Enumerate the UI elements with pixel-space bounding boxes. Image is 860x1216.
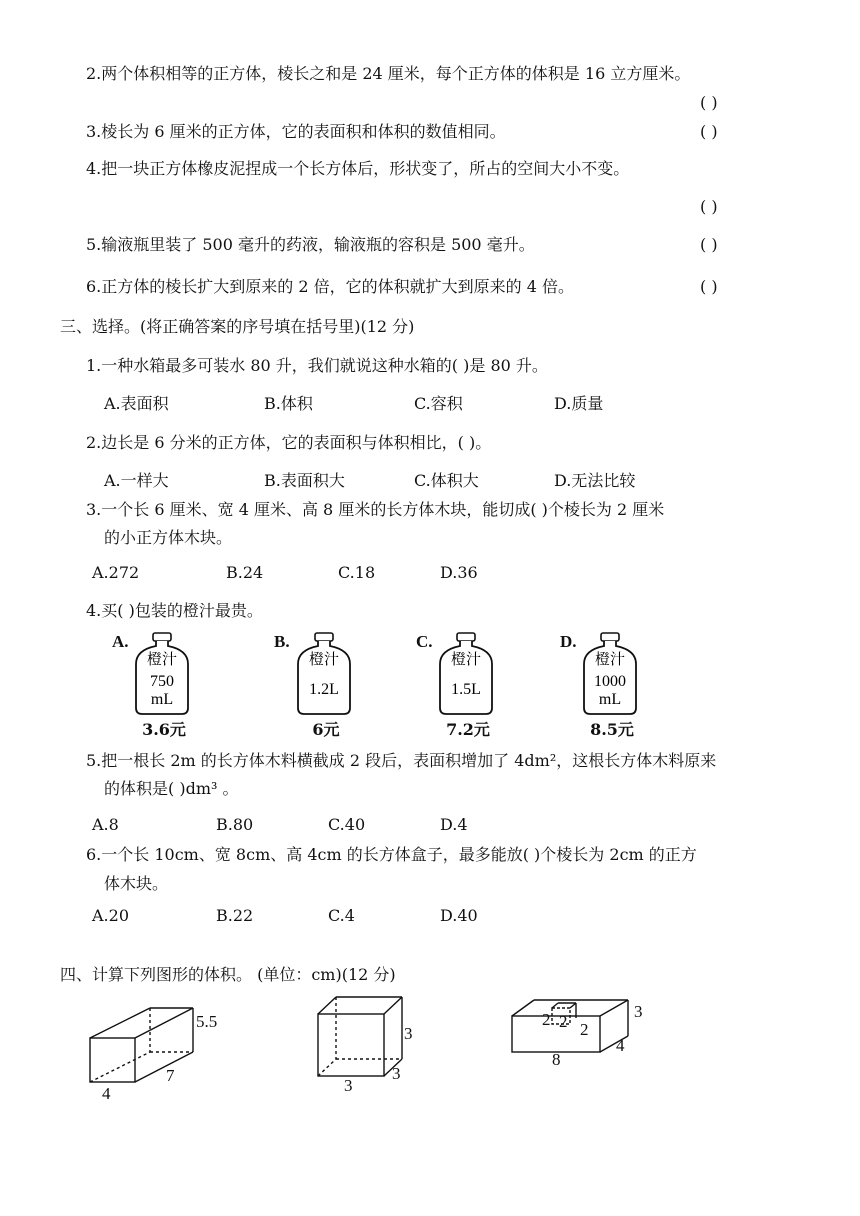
choice-q5-line1: 5.把一根长 2m 的长方体木料横截成 2 段后，表面积增加了 4dm²，这根长方体木料原来 [86, 751, 717, 770]
choice-q2-option-c[interactable]: C.体积大 [414, 471, 479, 490]
choice-q6-option-c[interactable]: C.4 [328, 906, 355, 925]
choice-q3-line2: 的小正方体木块。 [104, 528, 233, 547]
figure-cuboid-1 [80, 1000, 250, 1103]
judge-q6-answer[interactable]: ( ) [700, 277, 718, 296]
choice-q6-option-a[interactable]: A.20 [92, 906, 129, 925]
bottle-price: 7.2元 [446, 720, 490, 739]
fig3-length-label: 8 [552, 1050, 561, 1069]
fig3-cube-label-c: 2 [580, 1020, 589, 1039]
choice-q6-line1: 6.一个长 10cm、宽 8cm、高 4cm 的长方体盒子，最多能放( )个棱长为 2cm 的正方 [86, 845, 697, 864]
judge-q2-text: 2.两个体积相等的正方体，棱长之和是 24 厘米，每个正方体的体积是 16 立方厘米。 [86, 64, 691, 83]
judge-q2-answer[interactable]: ( ) [700, 93, 718, 112]
bottle-amount: 1000 [594, 673, 626, 690]
choice-q2-option-a[interactable]: A.一样大 [104, 471, 169, 490]
bottle-letter: B. [274, 632, 290, 651]
bottle-option-c[interactable] [416, 632, 536, 739]
bottle-label: 橙汁 [308, 650, 340, 668]
fig1-height-label: 5.5 [196, 1012, 218, 1031]
bottle-option-d[interactable] [560, 632, 680, 739]
choice-q3-option-c[interactable]: C.18 [338, 563, 376, 582]
bottle-unit: mL [598, 691, 622, 708]
bottle-amount: 1.5L [451, 681, 481, 698]
bottle-amount: 750 [150, 673, 174, 690]
judge-q5-answer[interactable]: ( ) [700, 235, 718, 254]
choice-q5-option-b[interactable]: B.80 [216, 815, 254, 834]
cuboid-with-hole-diagram [508, 994, 678, 1074]
choice-q6-option-b[interactable]: B.22 [216, 906, 254, 925]
judge-q4-text: 4.把一块正方体橡皮泥捏成一个长方体后，形状变了，所占的空间大小不变。 [86, 159, 630, 178]
fig2-length-label: 3 [344, 1076, 353, 1095]
bottle-label: 橙汁 [450, 650, 482, 668]
choice-q1-text: 1.一种水箱最多可装水 80 升，我们就说这种水箱的( )是 80 升。 [86, 356, 548, 375]
bottle-amount: 1.2L [309, 681, 339, 698]
fig3-cube-label-a: 2 [542, 1010, 551, 1029]
choice-q3-option-a[interactable]: A.272 [92, 563, 140, 582]
judge-q5-text: 5.输液瓶里装了 500 毫升的药液，输液瓶的容积是 500 毫升。 [86, 235, 535, 254]
choice-q5-option-c[interactable]: C.40 [328, 815, 366, 834]
bottle-label: 橙汁 [146, 650, 178, 668]
bottle-icon [580, 632, 640, 717]
choice-q6-option-d[interactable]: D.40 [440, 906, 478, 925]
choice-q1-option-b[interactable]: B.体积 [264, 394, 313, 413]
bottle-label: 橙汁 [594, 650, 626, 668]
choice-q1-option-a[interactable]: A.表面积 [104, 394, 169, 413]
choice-q3-option-b[interactable]: B.24 [226, 563, 264, 582]
figure-cube-2 [312, 992, 422, 1094]
fig2-height-label: 3 [404, 1024, 413, 1043]
choice-q2-option-b[interactable]: B.表面积大 [264, 471, 345, 490]
cuboid-diagram [80, 1000, 250, 1090]
fig3-width-label: 4 [616, 1036, 625, 1055]
figure-cuboid-3 [508, 994, 678, 1074]
bottle-letter: D. [560, 632, 577, 651]
choice-q5-option-a[interactable]: A.8 [92, 815, 119, 834]
choice-q2-option-d[interactable]: D.无法比较 [554, 471, 636, 490]
judge-q6-text: 6.正方体的棱长扩大到原来的 2 倍，它的体积就扩大到原来的 4 倍。 [86, 277, 574, 296]
bottle-price: 3.6元 [142, 720, 186, 739]
bottle-icon [132, 632, 192, 717]
fig3-cube-label-b: 2 [559, 1012, 568, 1031]
bottle-option-a[interactable] [112, 632, 232, 739]
bottle-letter: A. [112, 632, 129, 651]
choice-q6-line2: 体木块。 [104, 874, 169, 893]
bottle-option-b[interactable] [274, 632, 394, 739]
bottle-icon [294, 632, 354, 717]
judge-q3-text: 3.棱长为 6 厘米的正方体，它的表面积和体积的数值相同。 [86, 122, 506, 141]
choice-q3-option-d[interactable]: D.36 [440, 563, 478, 582]
choice-q1-option-d[interactable]: D.质量 [554, 394, 604, 413]
bottle-price: 8.5元 [590, 720, 634, 739]
fig2-width-label: 3 [392, 1064, 401, 1083]
judge-q4-answer[interactable]: ( ) [700, 197, 718, 216]
fig1-width-label: 4 [102, 1084, 111, 1103]
choice-q5-option-d[interactable]: D.4 [440, 815, 468, 834]
section4-title: 四、计算下列图形的体积。 (单位：cm)(12 分) [60, 965, 396, 984]
choice-q5-line2: 的体积是( )dm³ 。 [104, 779, 239, 798]
bottle-unit: mL [150, 691, 174, 708]
judge-q3-answer[interactable]: ( ) [700, 122, 718, 141]
choice-q2-text: 2.边长是 6 分米的正方体，它的表面积与体积相比，( )。 [86, 433, 492, 452]
choice-q4-text: 4.买( )包装的橙汁最贵。 [86, 601, 263, 620]
choice-q3-line1: 3.一个长 6 厘米、宽 4 厘米、高 8 厘米的长方体木块，能切成( )个棱长为 2 厘米 [86, 500, 665, 519]
choice-q1-option-c[interactable]: C.容积 [414, 394, 463, 413]
fig3-height-label: 3 [634, 1002, 643, 1021]
bottle-icon [436, 632, 496, 717]
bottle-letter: C. [416, 632, 433, 651]
fig1-length-label: 7 [166, 1066, 175, 1085]
section3-title: 三、选择。(将正确答案的序号填在括号里)(12 分) [60, 317, 415, 336]
bottle-price: 6元 [312, 720, 340, 739]
